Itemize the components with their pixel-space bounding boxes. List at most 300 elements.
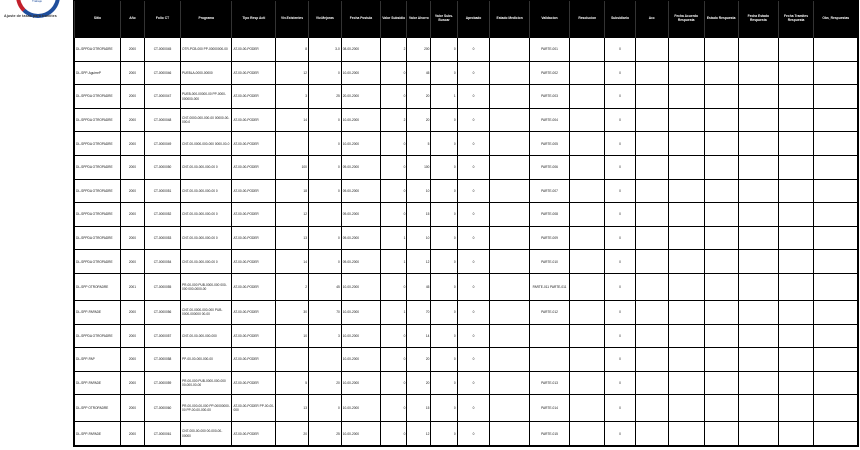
table-row[interactable] [75, 226, 858, 250]
table-cell[interactable] [704, 371, 738, 395]
table-cell[interactable] [738, 61, 778, 85]
table-cell[interactable] [779, 324, 814, 348]
table-cell[interactable]: CT-0000050 [144, 156, 180, 180]
table-cell[interactable] [738, 179, 778, 203]
table-cell[interactable]: 14 [276, 108, 309, 132]
table-cell[interactable]: 2 [381, 108, 407, 132]
table-row[interactable] [75, 250, 858, 274]
table-cell[interactable]: 0 [431, 300, 457, 324]
table-cell[interactable] [814, 348, 858, 372]
table-cell[interactable]: PARTE-005 [529, 132, 569, 156]
table-cell[interactable]: PARTE-003 [529, 85, 569, 109]
table-cell[interactable]: CT-0000060 [144, 395, 180, 422]
table-cell[interactable]: DL-SPPDA OTROPADRE [75, 226, 121, 250]
table-cell[interactable]: 3-0 [308, 38, 341, 62]
table-cell[interactable]: 0 [605, 250, 636, 274]
table-cell[interactable]: DL-SPP-PAPADE [75, 300, 121, 324]
table-cell[interactable]: DL-SPP-PAP [75, 348, 121, 372]
table-cell[interactable] [635, 108, 668, 132]
table-cell[interactable] [814, 274, 858, 301]
table-cell[interactable]: PUEB-000-00000-00 PP-0000-000000-000 [181, 85, 232, 109]
table-cell[interactable] [668, 132, 704, 156]
table-cell[interactable]: 2000 [120, 371, 144, 395]
table-row[interactable] [75, 156, 858, 180]
table-cell[interactable] [635, 132, 668, 156]
table-cell[interactable]: 20 [407, 371, 431, 395]
table-cell[interactable] [779, 348, 814, 372]
table-cell[interactable] [276, 348, 309, 372]
table-cell[interactable]: 10-00-2000 [341, 348, 380, 372]
column-header[interactable]: Acc [635, 1, 668, 38]
column-header[interactable]: Estado Medicion [490, 1, 529, 38]
table-cell[interactable]: CNT-00-00-000-000-00 0 [181, 203, 232, 227]
table-cell[interactable] [668, 156, 704, 180]
table-cell[interactable]: 15 [407, 203, 431, 227]
table-cell[interactable] [570, 226, 605, 250]
column-header[interactable]: Resolucion [570, 1, 605, 38]
column-header[interactable]: Tipo Resp Acti [232, 1, 276, 38]
column-header[interactable]: Estado Respuesta [704, 1, 738, 38]
table-cell[interactable] [570, 38, 605, 62]
table-cell[interactable]: 0 [457, 395, 490, 422]
table-cell[interactable] [490, 226, 529, 250]
table-row[interactable] [75, 324, 858, 348]
table-cell[interactable] [635, 61, 668, 85]
table-cell[interactable]: CNT-00-00-000-000-00 0 [181, 226, 232, 250]
table-cell[interactable] [668, 61, 704, 85]
table-cell[interactable]: 10-00-2000 [341, 274, 380, 301]
table-cell[interactable] [738, 108, 778, 132]
table-cell[interactable]: DL-SPP-PAPADE [75, 422, 121, 446]
table-cell[interactable] [814, 226, 858, 250]
table-cell[interactable]: 0 [605, 108, 636, 132]
table-cell[interactable]: DL-SPPDA OTROPADRE [75, 324, 121, 348]
column-header[interactable]: Viv.Mejoras [308, 1, 341, 38]
table-cell[interactable]: 1 [431, 85, 457, 109]
table-cell[interactable] [779, 422, 814, 446]
table-cell[interactable]: 0 [605, 203, 636, 227]
table-cell[interactable] [779, 156, 814, 180]
table-cell[interactable]: 0 [381, 132, 407, 156]
table-cell[interactable] [490, 371, 529, 395]
table-cell[interactable] [779, 179, 814, 203]
table-cell[interactable]: 14 [276, 250, 309, 274]
table-cell[interactable]: 0 [431, 61, 457, 85]
table-cell[interactable]: 2000 [120, 250, 144, 274]
table-cell[interactable]: CNT-00-00-000-000-00 0 [181, 250, 232, 274]
table-cell[interactable]: CT-0000045 [144, 38, 180, 62]
column-header[interactable]: Fecha Postula [341, 1, 380, 38]
table-cell[interactable] [704, 422, 738, 446]
table-cell[interactable]: 2000 [120, 132, 144, 156]
table-cell[interactable] [704, 38, 738, 62]
table-cell[interactable]: 0 [381, 274, 407, 301]
table-cell[interactable] [635, 324, 668, 348]
table-cell[interactable]: AT-00-00-PODER [232, 300, 276, 324]
column-header[interactable]: Aprobado [457, 1, 490, 38]
table-cell[interactable]: 0 [605, 371, 636, 395]
table-cell[interactable] [635, 85, 668, 109]
table-cell[interactable]: 0 [431, 395, 457, 422]
table-cell[interactable] [704, 61, 738, 85]
table-cell[interactable] [738, 348, 778, 372]
table-cell[interactable] [704, 324, 738, 348]
table-cell[interactable]: 0 [605, 348, 636, 372]
table-cell[interactable]: CT-0000049 [144, 132, 180, 156]
table-cell[interactable]: 0 [431, 250, 457, 274]
table-cell[interactable]: DL-SPPDA OTROPADRE [75, 156, 121, 180]
table-cell[interactable]: DL-SPPDA OTROPADRE [75, 38, 121, 62]
table-cell[interactable]: 0 [457, 348, 490, 372]
table-cell[interactable] [738, 395, 778, 422]
table-cell[interactable]: 2 [276, 274, 309, 301]
table-cell[interactable]: AT-00-00-PODER [232, 274, 276, 301]
table-cell[interactable]: CT-0000055 [144, 274, 180, 301]
table-cell[interactable]: DL-SPPDA OTROPADRE [75, 85, 121, 109]
table-cell[interactable] [668, 38, 704, 62]
table-cell[interactable] [779, 250, 814, 274]
table-cell[interactable] [814, 371, 858, 395]
table-cell[interactable]: 09-00-2000 [341, 250, 380, 274]
table-cell[interactable]: CNT-00-00-000-000-000 [181, 324, 232, 348]
table-cell[interactable]: 2000 [120, 179, 144, 203]
table-cell[interactable] [570, 348, 605, 372]
table-cell[interactable]: 10-00-2000 [341, 395, 380, 422]
table-cell[interactable]: 0 [457, 108, 490, 132]
table-cell[interactable]: 2000 [120, 422, 144, 446]
table-cell[interactable] [814, 179, 858, 203]
table-cell[interactable]: 2000 [120, 300, 144, 324]
table-cell[interactable]: 70 [407, 300, 431, 324]
table-cell[interactable]: 0 [381, 422, 407, 446]
table-cell[interactable] [490, 61, 529, 85]
column-header[interactable]: Programa [181, 1, 232, 38]
table-cell[interactable]: 0 [457, 156, 490, 180]
table-cell[interactable] [668, 250, 704, 274]
table-cell[interactable]: 18 [276, 179, 309, 203]
table-cell[interactable] [635, 179, 668, 203]
table-cell[interactable] [704, 250, 738, 274]
table-cell[interactable] [779, 132, 814, 156]
table-cell[interactable]: 0 [431, 226, 457, 250]
table-cell[interactable] [814, 395, 858, 422]
table-cell[interactable] [779, 203, 814, 227]
table-cell[interactable] [738, 85, 778, 109]
table-cell[interactable]: AT-00-00-PODER [232, 348, 276, 372]
table-cell[interactable]: 0 [457, 300, 490, 324]
table-cell[interactable]: CNT-00-0000-000-000 0000-00-0 [181, 132, 232, 156]
table-cell[interactable]: 12 [407, 422, 431, 446]
table-cell[interactable] [570, 156, 605, 180]
table-cell[interactable] [814, 324, 858, 348]
table-cell[interactable] [779, 371, 814, 395]
table-cell[interactable]: 2000 [120, 38, 144, 62]
table-row[interactable] [75, 85, 858, 109]
table-row[interactable] [75, 300, 858, 324]
column-header[interactable]: Fecha Estado Respuesta [738, 1, 778, 38]
table-cell[interactable]: 0 [381, 85, 407, 109]
table-cell[interactable] [570, 132, 605, 156]
table-cell[interactable]: 100 [407, 156, 431, 180]
table-cell[interactable]: 0 [457, 38, 490, 62]
table-cell[interactable]: AT-00-00-PODER [232, 203, 276, 227]
table-cell[interactable]: DL-SPPDA OTROPADRE [75, 108, 121, 132]
table-cell[interactable]: AT-00-00-PODER [232, 108, 276, 132]
column-header[interactable]: Subsidiario [605, 1, 636, 38]
table-cell[interactable]: DL-SPP OTROPADRE [75, 274, 121, 301]
table-cell[interactable] [490, 108, 529, 132]
table-cell[interactable] [704, 108, 738, 132]
table-cell[interactable]: 2001 [120, 274, 144, 301]
table-cell[interactable]: CT-0000057 [144, 324, 180, 348]
table-cell[interactable] [704, 300, 738, 324]
table-cell[interactable]: 08-00-2000 [341, 38, 380, 62]
table-cell[interactable]: CT-0000054 [144, 250, 180, 274]
table-cell[interactable] [738, 156, 778, 180]
table-cell[interactable]: DL-SPPDA OTROPADRE [75, 250, 121, 274]
table-cell[interactable]: 10-00-2000 [341, 108, 380, 132]
table-cell[interactable]: 0 [457, 371, 490, 395]
table-cell[interactable]: AT-00-00-PODER [232, 179, 276, 203]
table-cell[interactable]: 2000 [120, 226, 144, 250]
table-cell[interactable]: 0 [457, 226, 490, 250]
table-cell[interactable]: CT-0000046 [144, 61, 180, 85]
table-cell[interactable]: 0 [381, 348, 407, 372]
table-cell[interactable] [570, 250, 605, 274]
table-cell[interactable]: 10-00-2000 [341, 371, 380, 395]
table-cell[interactable] [276, 132, 309, 156]
table-cell[interactable]: PARTE-010 [529, 250, 569, 274]
table-cell[interactable]: 0 [431, 38, 457, 62]
table-cell[interactable]: 0 [605, 422, 636, 446]
table-cell[interactable]: 0 [308, 61, 341, 85]
table-cell[interactable]: 45 [308, 274, 341, 301]
table-cell[interactable]: 5 [407, 132, 431, 156]
table-cell[interactable] [490, 132, 529, 156]
table-cell[interactable] [635, 226, 668, 250]
table-cell[interactable]: PARTE-015 [529, 422, 569, 446]
table-cell[interactable]: AT-00-00-PODER [232, 156, 276, 180]
table-cell[interactable] [635, 371, 668, 395]
table-cell[interactable]: 25 [308, 85, 341, 109]
table-cell[interactable] [635, 395, 668, 422]
table-cell[interactable]: DL-SPPDA OTROPADRE [75, 203, 121, 227]
table-cell[interactable] [635, 156, 668, 180]
table-cell[interactable] [668, 324, 704, 348]
table-cell[interactable]: 0 [605, 226, 636, 250]
table-cell[interactable] [635, 422, 668, 446]
table-cell[interactable]: 0 [605, 132, 636, 156]
table-cell[interactable]: 0 [457, 422, 490, 446]
table-cell[interactable]: 0 [381, 61, 407, 85]
table-cell[interactable] [490, 203, 529, 227]
table-cell[interactable]: 2000 [120, 324, 144, 348]
table-cell[interactable]: 0 [308, 156, 341, 180]
table-cell[interactable]: 10-00-2000 [341, 61, 380, 85]
table-cell[interactable] [490, 324, 529, 348]
table-cell[interactable] [738, 300, 778, 324]
table-cell[interactable]: 0 [457, 274, 490, 301]
table-cell[interactable] [668, 395, 704, 422]
table-cell[interactable] [814, 61, 858, 85]
table-cell[interactable]: 8 [276, 38, 309, 62]
table-cell[interactable] [704, 348, 738, 372]
table-cell[interactable] [490, 179, 529, 203]
table-cell[interactable] [668, 274, 704, 301]
table-cell[interactable]: AT-00-00-PODER [232, 371, 276, 395]
table-cell[interactable]: PR-00-000-00-000 PP-00000000-00 PP-00-00-000-00 [181, 395, 232, 422]
table-cell[interactable]: DL-SPPDA OTROPADRE [75, 132, 121, 156]
table-cell[interactable]: PR-00-000 PUB-0000-000-000 00-000-00-00 [181, 371, 232, 395]
table-cell[interactable]: CT-0000058 [144, 348, 180, 372]
table-cell[interactable] [668, 371, 704, 395]
table-cell[interactable] [490, 348, 529, 372]
table-cell[interactable] [308, 348, 341, 372]
table-cell[interactable]: 0 [605, 61, 636, 85]
table-cell[interactable]: AT-00-00-PODER [232, 324, 276, 348]
table-cell[interactable]: 09-00-2000 [341, 226, 380, 250]
table-cell[interactable]: PARTE-007 [529, 179, 569, 203]
table-cell[interactable]: PARTE-011 PARTE-011 [529, 274, 569, 301]
table-cell[interactable] [570, 203, 605, 227]
table-cell[interactable]: 0 [308, 132, 341, 156]
table-cell[interactable]: 70 [308, 300, 341, 324]
table-cell[interactable]: 20 [407, 108, 431, 132]
table-cell[interactable]: PARTE-006 [529, 156, 569, 180]
table-cell[interactable]: PARTE-014 [529, 395, 569, 422]
table-cell[interactable]: PR-00-000 PUB-0000-000 000-000 000-0000-00 [181, 274, 232, 301]
table-cell[interactable] [635, 38, 668, 62]
table-cell[interactable] [490, 422, 529, 446]
table-cell[interactable] [738, 371, 778, 395]
table-cell[interactable]: 2000 [120, 156, 144, 180]
table-cell[interactable] [779, 274, 814, 301]
table-cell[interactable] [490, 300, 529, 324]
table-cell[interactable]: DL-SPP OTROPADRE [75, 395, 121, 422]
column-header[interactable]: Sitio [75, 1, 121, 38]
table-cell[interactable] [490, 38, 529, 62]
table-cell[interactable]: 0 [457, 203, 490, 227]
table-cell[interactable] [779, 85, 814, 109]
table-cell[interactable] [704, 395, 738, 422]
column-header[interactable]: Validacion [529, 1, 569, 38]
table-cell[interactable] [570, 324, 605, 348]
table-cell[interactable] [570, 108, 605, 132]
table-cell[interactable] [635, 203, 668, 227]
table-cell[interactable]: 10-00-2000 [341, 422, 380, 446]
table-cell[interactable] [668, 85, 704, 109]
table-cell[interactable]: 30 [276, 300, 309, 324]
table-cell[interactable]: 20-00-2000 [341, 85, 380, 109]
table-cell[interactable]: 13 [276, 395, 309, 422]
table-cell[interactable] [738, 132, 778, 156]
table-row[interactable] [75, 395, 858, 422]
table-cell[interactable]: 0 [431, 371, 457, 395]
table-cell[interactable] [704, 203, 738, 227]
table-cell[interactable]: 10 [276, 324, 309, 348]
table-cell[interactable] [308, 203, 341, 227]
table-cell[interactable]: 10-00-2000 [341, 324, 380, 348]
column-header[interactable]: Obs_Respuestas [814, 1, 858, 38]
table-cell[interactable]: 2000 [120, 61, 144, 85]
table-cell[interactable]: 2000 [120, 108, 144, 132]
table-cell[interactable] [570, 371, 605, 395]
table-cell[interactable]: 10-00-2000 [341, 300, 380, 324]
table-cell[interactable] [635, 300, 668, 324]
table-cell[interactable]: PARTE-013 [529, 371, 569, 395]
table-cell[interactable]: 100 [276, 156, 309, 180]
table-row[interactable] [75, 108, 858, 132]
table-cell[interactable]: 09-00-2000 [341, 156, 380, 180]
table-cell[interactable]: OTR-PCB-000 PP-00000000-00 [181, 38, 232, 62]
table-cell[interactable]: AT-00-00-PODER PP-00-00-000 [232, 395, 276, 422]
table-cell[interactable]: 10 [407, 179, 431, 203]
table-cell[interactable] [738, 38, 778, 62]
column-header[interactable]: Valor Subs. Buscar [431, 1, 457, 38]
table-cell[interactable]: PARTE-004 [529, 108, 569, 132]
table-cell[interactable] [668, 226, 704, 250]
table-cell[interactable]: 0 [308, 250, 341, 274]
table-cell[interactable]: 12 [407, 250, 431, 274]
table-cell[interactable]: AT-00-00-PODER [232, 132, 276, 156]
table-cell[interactable] [704, 274, 738, 301]
table-cell[interactable]: 0 [431, 108, 457, 132]
table-cell[interactable] [570, 395, 605, 422]
table-cell[interactable]: AT-00-00-PODER [232, 61, 276, 85]
table-cell[interactable]: CT-0000061 [144, 422, 180, 446]
table-cell[interactable]: CNT-000-00-000 00-000-00-00000 [181, 422, 232, 446]
table-cell[interactable] [814, 203, 858, 227]
table-cell[interactable] [779, 38, 814, 62]
table-cell[interactable]: CT-0000051 [144, 179, 180, 203]
table-cell[interactable] [635, 348, 668, 372]
table-cell[interactable] [814, 422, 858, 446]
table-cell[interactable]: DL-SPP-PAPADE [75, 371, 121, 395]
table-cell[interactable]: 09-00-2000 [341, 203, 380, 227]
table-cell[interactable]: 0 [381, 371, 407, 395]
table-cell[interactable]: 2000 [120, 203, 144, 227]
table-row[interactable] [75, 348, 858, 372]
table-cell[interactable] [814, 156, 858, 180]
table-cell[interactable] [704, 156, 738, 180]
table-cell[interactable]: 0 [431, 422, 457, 446]
table-cell[interactable]: 2000 [120, 348, 144, 372]
table-cell[interactable] [668, 422, 704, 446]
table-cell[interactable]: PUEBLA-0000-00000 [181, 61, 232, 85]
table-cell[interactable] [704, 85, 738, 109]
column-header[interactable]: Valor Subsidio [381, 1, 407, 38]
table-cell[interactable]: CT-0000052 [144, 203, 180, 227]
table-cell[interactable]: CNT-0000-000-000-00 00000-00-000-0 [181, 108, 232, 132]
table-row[interactable] [75, 371, 858, 395]
table-cell[interactable]: 200 [407, 38, 431, 62]
table-row[interactable] [75, 274, 858, 301]
table-cell[interactable] [529, 324, 569, 348]
table-cell[interactable]: 0 [431, 203, 457, 227]
table-cell[interactable]: CNT-00-00-000-000-00 0 [181, 156, 232, 180]
table-cell[interactable]: 1 [381, 226, 407, 250]
table-cell[interactable] [570, 179, 605, 203]
table-cell[interactable]: CT-0000059 [144, 371, 180, 395]
table-cell[interactable]: 2 [381, 38, 407, 62]
table-cell[interactable] [779, 61, 814, 85]
table-cell[interactable]: 45 [407, 274, 431, 301]
table-cell[interactable] [490, 85, 529, 109]
table-cell[interactable]: 0 [308, 395, 341, 422]
table-cell[interactable]: 13 [276, 226, 309, 250]
table-cell[interactable]: 0 [457, 324, 490, 348]
table-cell[interactable]: 0 [605, 274, 636, 301]
